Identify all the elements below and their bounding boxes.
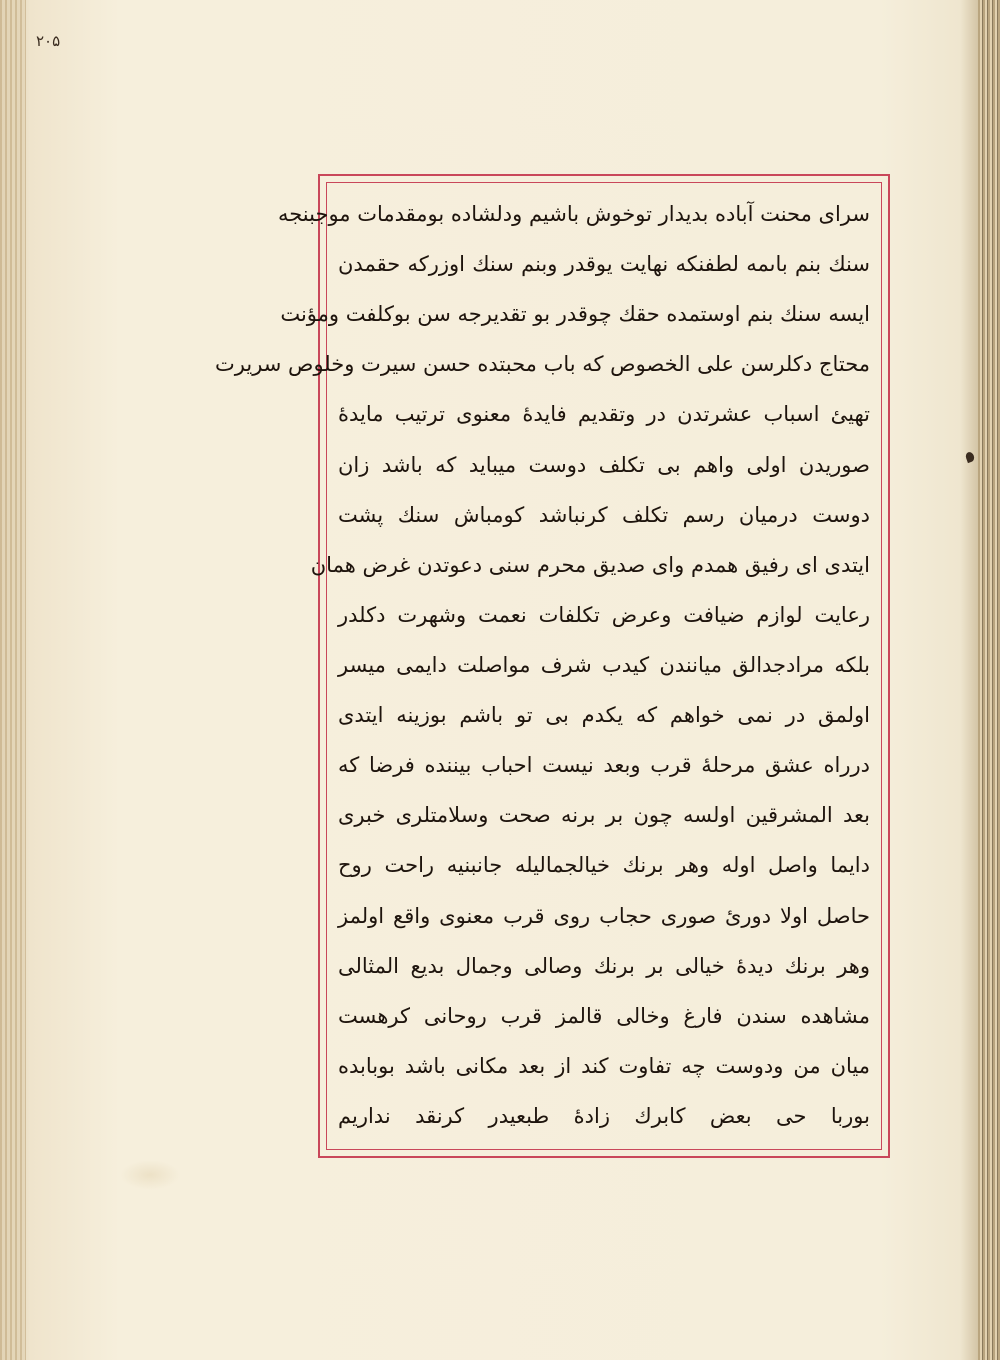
text-line: سنك بنم باىمه لطفنكه نهايت يوقدر وبنم سنك اوزركه حقمدن (338, 252, 870, 277)
text-line: بعد المشرقين اولسه چون بر برنه صحت وسلامتلرى خبرى (338, 803, 870, 828)
text-line: بلكه مرادجدالق ميانندن كيدب شرف مواصلت دايمى ميسر (338, 652, 870, 677)
text-line: بوربا حى بعض كابرك زادهٔ طبعيدر كرنقد نداريم (338, 1103, 870, 1128)
text-line: سرای محنت آباده بدیدار توخوش باشیم ودلشاده بومقدمات موجبنجه (277, 202, 870, 226)
text-line: ميان من ودوست چه تفاوت كند از بعد مكانى باشد بوبابده (338, 1053, 870, 1078)
text-line: مشاهده سندن فارغ وخالى قالمز قرب روحانى كرهست (338, 1003, 870, 1028)
text-line: دوست درميان رسم تكلف كرنباشد كومباش سنك پشت (338, 502, 870, 527)
folio-number: ۲۰۵ (36, 32, 61, 50)
text-line: رعايت لوازم ضيافت وعرض تكلفات نعمت وشهرت دكلدر (338, 602, 870, 627)
page-gutter (0, 0, 26, 1360)
text-line: محتاج دكلرسن على الخصوص كه باب محبتده حسن سيرت وخلوص سريرت (215, 352, 870, 377)
text-line: اولمق در نمى خواهم كه يكدم بى تو باشم بوزينه ايتدى (338, 703, 870, 728)
paper-stain (120, 1160, 180, 1190)
ink-mark (965, 451, 976, 463)
text-line: دايما واصل اوله وهر برنك خيالجماليله جانبنيه راحت روح (338, 853, 870, 878)
text-line: درراه عشق مرحلهٔ قرب وبعد نيست احباب بيننده فرضا كه (338, 753, 870, 778)
text-line: صوريدن اولى واهم بى تكلف دوست ميبايد كه باشد زان (338, 452, 870, 477)
text-line: وهر برنك ديدهٔ خيالى بر برنك وصالى وجمال بديع المثالى (338, 953, 870, 978)
text-line: حاصل اولا دورىٔ صورى حجاب روى قرب معنوى واقع اولمز (338, 903, 870, 928)
text-line: تهيئ اسباب عشرتدن در وتقديم فايدهٔ معنوى ترتيب مايدهٔ (338, 402, 870, 427)
text-block (215, 188, 874, 1144)
page-edge (978, 0, 1000, 1360)
text-line: ايسه سنك بنم اوستمده حقك چوقدر بو تقديرجه سن بوكلفت ومؤنت (280, 302, 870, 327)
text-line: ايتدى اى رفيق همدم واى صديق محرم سنى دعوتدن غرض همان (310, 552, 870, 577)
